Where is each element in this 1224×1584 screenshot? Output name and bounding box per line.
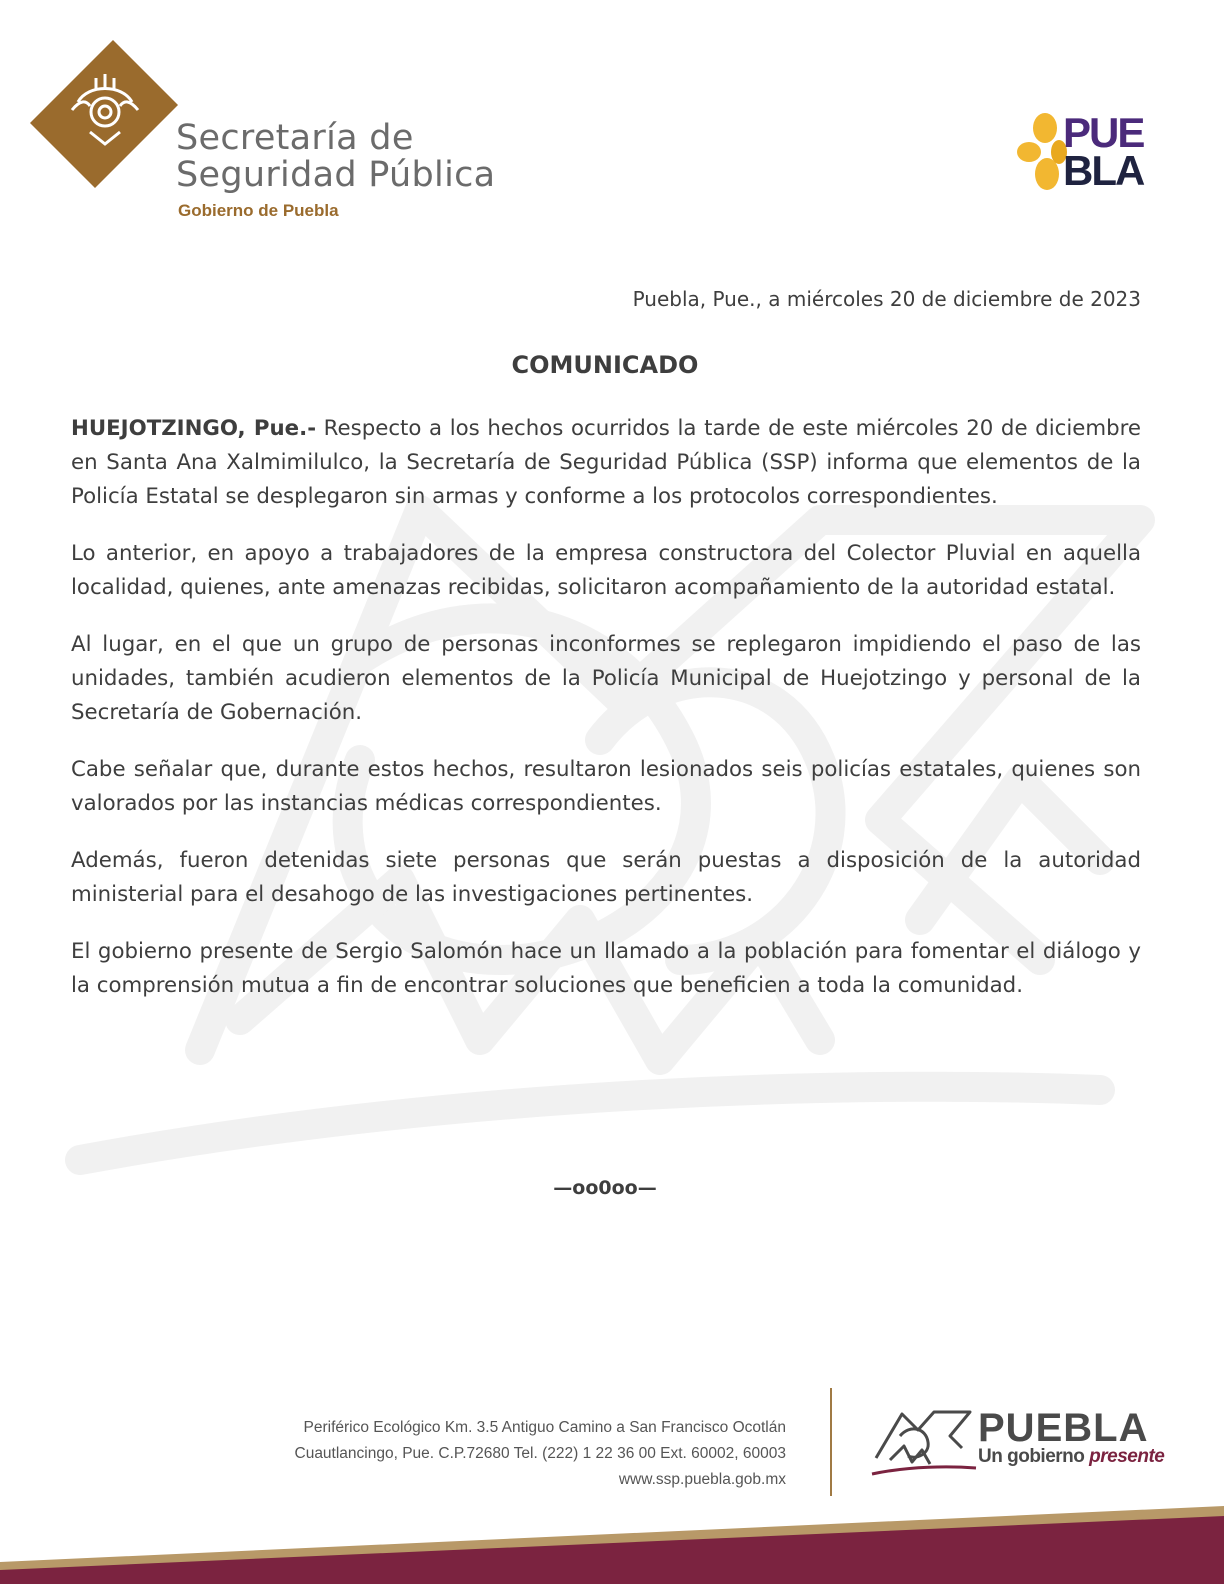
ssp-subtitle: Gobierno de Puebla — [178, 201, 339, 220]
address-line-2: Cuautlancingo, Pue. C.P.72680 Tel. (222) 1 22 36 00 Ext. 60002, 60003 — [294, 1445, 786, 1462]
paragraph-3: Al lugar, en el que un grupo de personas inconformes se replegaron impidiendo el paso de las unidades, también acudieron elementos de la Policía Municipal de Huejotzingo y personal de la Secretaría de Gobernación. — [71, 632, 1141, 725]
paragraph-2: Lo anterior, en apoyo a trabajadores de la empresa constructora del Colector Pluvial en aquella localidad, quienes, ante amenazas recibidas, solicitaron acompañamiento de la autoridad estatal. — [71, 541, 1141, 600]
puebla-emblem-icon — [870, 1400, 978, 1478]
footer-address — [295, 1415, 787, 1493]
closing-mark: —oo0oo— — [553, 1177, 657, 1199]
address-line-1: Periférico Ecológico Km. 3.5 Antiguo Camino a San Francisco Ocotlán — [303, 1419, 786, 1436]
footer-band — [0, 1500, 1224, 1584]
footer-logo-title: PUEBLA — [978, 1406, 1149, 1450]
document-date: Puebla, Pue., a miércoles 20 de diciembre de 2023 — [632, 287, 1141, 311]
paragraph-6: El gobierno presente de Sergio Salomón hace un llamado a la población para fomentar el diálogo y la comprensión mutua a fin de encontrar soluciones que beneficien a toda la comunidad. — [71, 939, 1141, 998]
footer-puebla-logo — [870, 1400, 1170, 1480]
paragraph-4: Cabe señalar que, durante estos hechos, resultaron lesionados seis policías estatales, quienes son valorados por las instancias médicas correspondientes. — [71, 757, 1141, 816]
tagline-italic: presente — [1089, 1446, 1165, 1467]
flower-icon — [1015, 112, 1067, 192]
document-body — [71, 412, 1141, 1026]
ssp-title-line2: Seguridad Pública — [176, 155, 496, 195]
document-title: COMUNICADO — [511, 351, 699, 379]
puebla-logo-top: PUE — [1063, 109, 1144, 156]
tagline-plain: Un gobierno — [978, 1446, 1090, 1467]
paragraph-1-text: Respecto a los hechos ocurridos la tarde de este miércoles 20 de diciembre en Santa Ana Xalmimilulco, la Secretaría de Seguridad Pública (SSP) informa que elementos de la Policía Estatal se desplegaron sin armas y conforme a los protocolos correspondientes. — [71, 416, 1141, 509]
dateline: HUEJOTZINGO, Pue.- — [71, 416, 317, 441]
paragraph-5: Además, fueron detenidas siete personas que serán puestas a disposición de la autoridad ministerial para el desahogo de las investigaciones pertinentes. — [71, 848, 1141, 907]
website-link[interactable]: www.ssp.puebla.gob.mx — [618, 1471, 786, 1488]
footer-logo-tagline — [978, 1446, 1164, 1468]
footer-divider — [830, 1388, 832, 1496]
ssp-title-line1: Secretaría de — [176, 118, 414, 158]
ssp-emblem-logo — [30, 40, 180, 190]
puebla-logo-bottom: BLA — [1063, 147, 1144, 194]
puebla-logo — [1015, 110, 1155, 195]
paragraph-1 — [71, 412, 1141, 514]
